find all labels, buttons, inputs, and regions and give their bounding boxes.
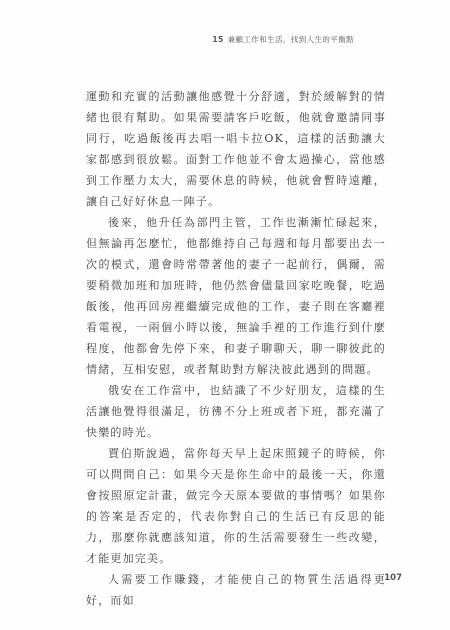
running-header bbox=[212, 34, 354, 45]
paragraph-5: 人需要工作賺錢，才能使自己的物質生活過得更好，而如 bbox=[86, 573, 386, 607]
paragraph-4: 賈伯斯說過，當你每天早上起床照鏡子的時候，你可以問問自己：如果今天是你生命中的最後一天，你還會按照原定計畫，做完今天原本要做的事情嗎？如果你的答案是否定的，代表你對自己的生活已有反思的能力，那麼你就應該知道，你的生活需要發生一些改變，才能更加完美。 bbox=[86, 447, 386, 565]
paragraph-3: 俄安在工作當中，也結識了不少好朋友，這樣的生活讓他覺得很滿足，彷彿不分上班或者下班，都充滿了快樂的時光。 bbox=[86, 384, 386, 439]
page-number: 107 bbox=[384, 573, 402, 583]
body-text bbox=[86, 86, 386, 611]
chapter-title: 兼顧工作和生活，找到人生的平衡點 bbox=[227, 35, 354, 44]
paragraph-2: 後來，他升任為部門主管，工作也漸漸忙碌起來，但無論再怎麼忙，他都維持自己每週和每月都要出去一次的模式，還會時常帶著他的妻子一起前行，偶爾，需要稍微加班和加班時，他仍然會儘量回家吃晚餐，吃過飯後，他再回房裡繼續完成他的工作，妻子則在客廳裡看電視，一兩個小時以後，無論手裡的工作進行到什麼程度，他都會先停下來，和妻子聊聊天，聊一聊彼此的情緒，互相安慰，或者幫助對方解決彼此遇到的問題。 bbox=[86, 216, 386, 376]
chapter-number: 15 bbox=[212, 35, 224, 44]
paragraph-1: 運動和充實的活動讓他感覺十分舒適，對於緩解對的情緒也很有幫助。如果需要請客戶吃飯，他就會邀請同事同行，吃過飯後再去唱一唱卡拉OK，這樣的活動讓大家都感到很放鬆。面對工作他並不會太過操心，當他感到工作壓力太大，需要休息的時候，他就會暫時遠離，讓自己好好休息一陣子。 bbox=[86, 90, 386, 208]
